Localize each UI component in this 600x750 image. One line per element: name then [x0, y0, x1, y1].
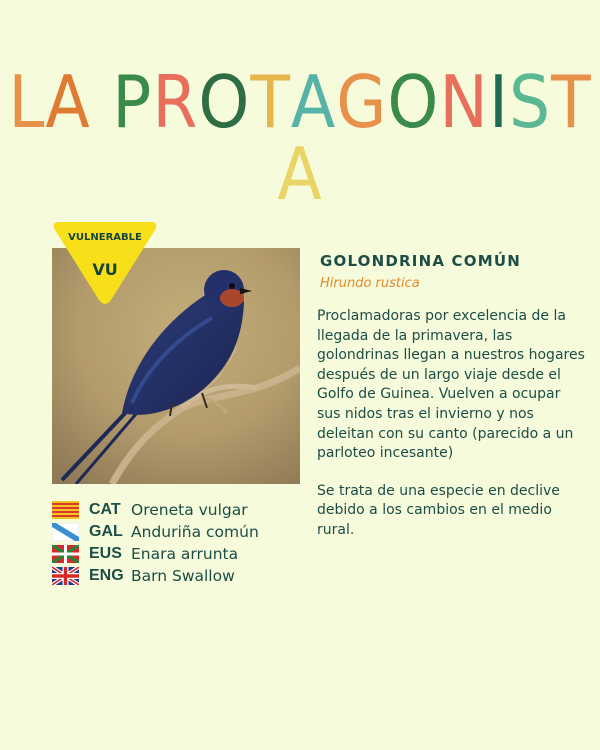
title-letter: O: [387, 60, 440, 144]
species-description: [317, 307, 587, 559]
title-letter: P: [112, 60, 153, 144]
language-name: Anduriña común: [131, 523, 259, 541]
conservation-status-badge: [51, 222, 159, 304]
language-code: ENG: [89, 567, 124, 584]
list-item: [52, 565, 259, 587]
language-name: Oreneta vulgar: [131, 501, 248, 519]
species-common-name: GOLONDRINA COMÚN: [320, 252, 521, 270]
list-item: [52, 521, 259, 543]
language-code: CAT: [89, 501, 121, 518]
title-letter: A: [277, 132, 323, 216]
list-item: [52, 499, 259, 521]
list-item: [52, 543, 259, 565]
language-name: Barn Swallow: [131, 567, 235, 585]
language-name: Enara arrunta: [131, 545, 239, 563]
title-letter: T: [551, 60, 592, 144]
species-scientific-name: Hirundo rustica: [320, 276, 420, 291]
title-letter: S: [508, 60, 552, 144]
title-letter: R: [152, 60, 199, 144]
page-title: [0, 60, 600, 216]
title-letter: A: [45, 60, 91, 144]
title-letter: T: [250, 60, 291, 144]
language-code: GAL: [89, 523, 123, 540]
title-letter: G: [336, 60, 388, 144]
language-names-list: [52, 499, 259, 587]
title-letter: N: [439, 60, 489, 144]
description-paragraph: Proclamadoras por excelencia de la llegada de la primavera, las golondrinas llegan a nuestros hogares después de un largo viaje desde el Golfo de Guinea. Vuelven a ocupar sus nidos tras el invierno y nos deleitan con su canto (parecido a un parloteo incesante): [317, 308, 585, 462]
catalonia-flag-icon: [52, 501, 79, 519]
title-letter: I: [488, 60, 509, 144]
basque-flag-icon: [52, 545, 79, 563]
conservation-status-code: VU: [92, 260, 118, 279]
language-code: EUS: [89, 545, 122, 562]
conservation-status-label: VULNERABLE: [68, 232, 142, 243]
title-letter: L: [8, 60, 46, 144]
description-paragraph: Se trata de una especie en declive debido a los cambios en el medio rural.: [317, 482, 560, 538]
uk-flag-icon: [52, 567, 79, 585]
galicia-flag-icon: [52, 523, 79, 541]
title-letter: [91, 66, 113, 138]
title-letter: O: [198, 60, 251, 144]
title-letter: A: [290, 60, 337, 144]
